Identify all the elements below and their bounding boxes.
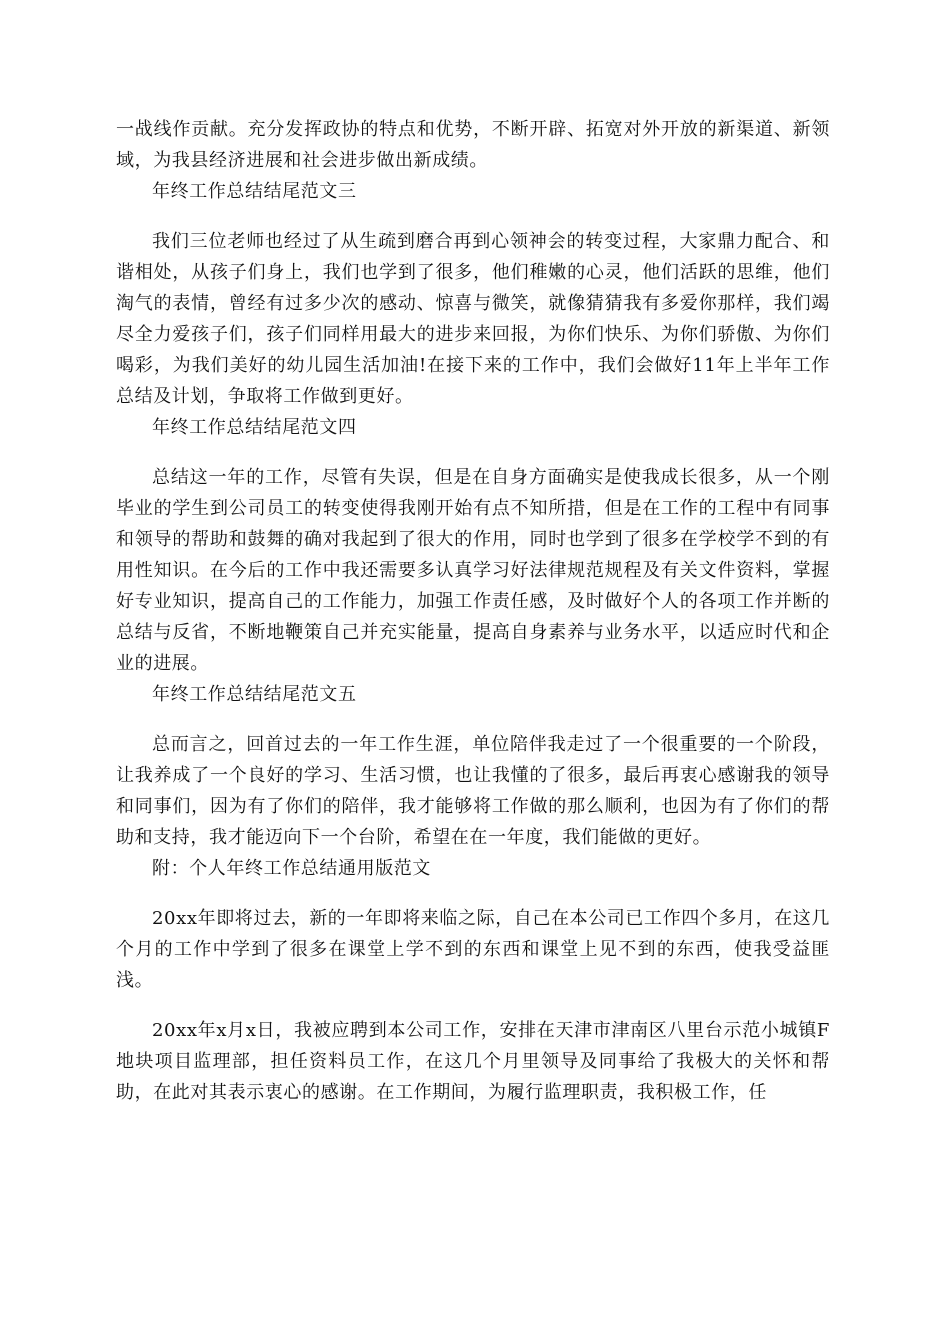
document-body <box>116 114 830 1108</box>
paragraph-intro-continuation: 一战线作贡献。充分发挥政协的特点和优势，不断开辟、拓宽对外开放的新渠道、新领域，为我县经济进展和社会进步做出新成绩。 <box>116 119 830 171</box>
paragraph-appendix-2: 20xx年x月x日，我被应聘到本公司工作，安排在天津市津南区八里台示范小城镇F地块项目监理部，担任资料员工作，在这几个月里领导及同事给了我极大的关怀和帮助，在此对其表示衷心的感谢。在工作期间，为履行监理职责，我积极工作，任 <box>116 1020 830 1103</box>
paragraph-section-3: 我们三位老师也经过了从生疏到磨合再到心领神会的转变过程，大家鼎力配合、和谐相处，从孩子们身上，我们也学到了很多，他们稚嫩的心灵，他们活跃的思维，他们淘气的表情，曾经有过多少次的感动、惊喜与微笑，就像猜猜我有多爱你那样，我们竭尽全力爱孩子们，孩子们同样用最大的进步来回报，为你们快乐、为你们骄傲、为你们喝彩，为我们美好的幼儿园生活加油!在接下来的工作中，我们会做好11年上半年工作总结及计划，争取将工作做到更好。 <box>116 231 830 407</box>
section-heading-5: 年终工作总结结尾范文五 <box>152 684 357 705</box>
paragraph-section-5: 总而言之，回首过去的一年工作生涯，单位陪伴我走过了一个很重要的一个阶段，让我养成了一个良好的学习、生活习惯，也让我懂的了很多，最后再衷心感谢我的领导和同事们，因为有了你们的陪伴，我才能够将工作做的那么顺利，也因为有了你们的帮助和支持，我才能迈向下一个台阶，希望在在一年度，我们能做的更好。 <box>116 734 830 848</box>
appendix-heading: 附：个人年终工作总结通用版范文 <box>152 858 431 879</box>
paragraph-appendix-1: 20xx年即将过去，新的一年即将来临之际，自己在本公司已工作四个多月，在这几个月的工作中学到了很多在课堂上学不到的东西和课堂上见不到的东西，使我受益匪浅。 <box>116 908 831 991</box>
section-heading-4: 年终工作总结结尾范文四 <box>152 417 357 438</box>
paragraph-section-4: 总结这一年的工作，尽管有失误，但是在自身方面确实是使我成长很多，从一个刚毕业的学生到公司员工的转变使得我刚开始有点不知所措，但是在工作的工程中有同事和领导的帮助和鼓舞的确对我起到了很大的作用，同时也学到了很多在学校学不到的有用性知识。在今后的工作中我还需要多认真学习好法律规范规程及有关文件资料，掌握好专业知识，提高自己的工作能力，加强工作责任感，及时做好个人的各项工作并断的总结与反省，不断地鞭策自己并充实能量，提高自身素养与业务水平，以适应时代和企业的进展。 <box>116 467 830 674</box>
section-heading-3: 年终工作总结结尾范文三 <box>152 181 357 202</box>
